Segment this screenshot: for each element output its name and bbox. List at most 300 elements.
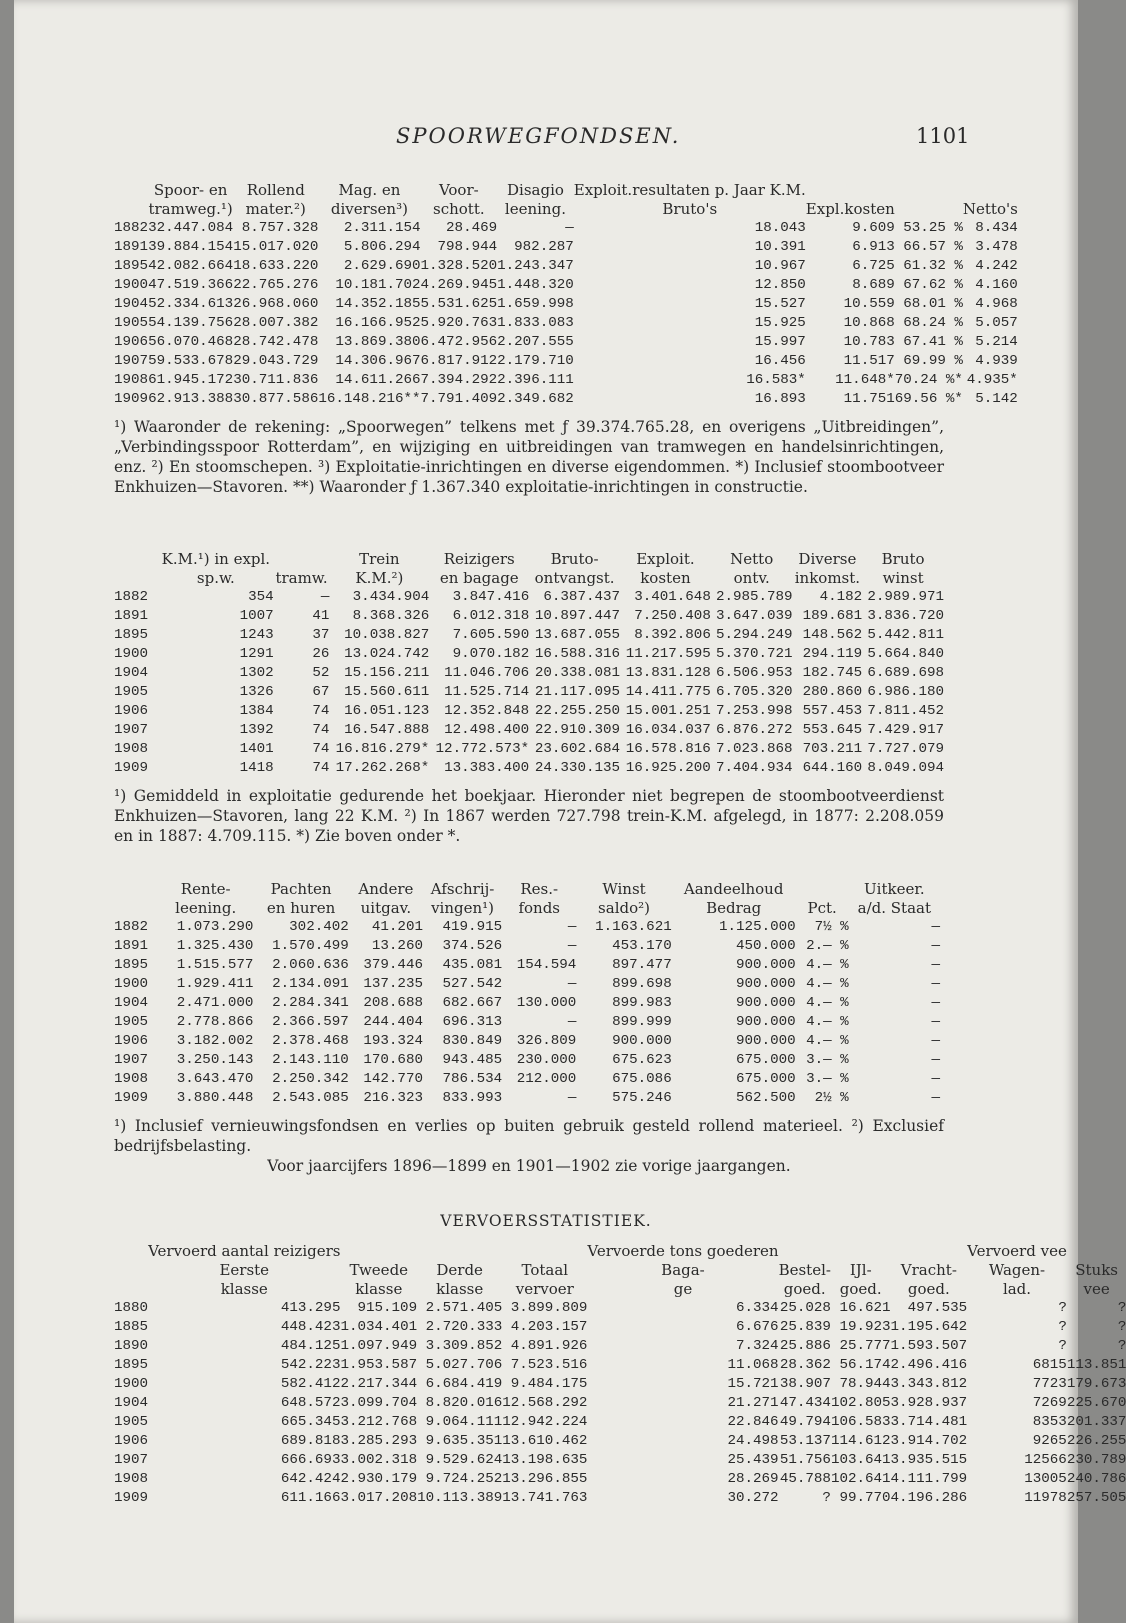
table-cell: 497.535	[907, 1300, 968, 1316]
table-cell: —	[931, 1033, 940, 1049]
header-row	[114, 569, 944, 588]
column-header	[274, 550, 330, 569]
row-year: 1882	[114, 220, 149, 236]
row-year: 1907	[114, 353, 149, 369]
table-cell: 542.223	[280, 1357, 341, 1373]
row-year: 1882	[114, 919, 149, 935]
table-cell: 9.609	[852, 220, 895, 236]
row-year: 1906	[114, 1433, 149, 1449]
column-header: Vracht-	[900, 1261, 957, 1279]
table-cell: 7.791.409	[420, 391, 498, 407]
table-cell: 3.343.812	[890, 1376, 968, 1392]
column-header: Tweede	[349, 1261, 409, 1279]
column-header: Baga-	[661, 1261, 705, 1279]
table-row	[114, 956, 940, 975]
row-year: 1906	[114, 334, 149, 350]
table-cell: 413.295	[280, 1300, 341, 1316]
column-header: Rente-	[180, 880, 231, 898]
column-header	[114, 880, 158, 899]
table-cell: 62.913.388	[148, 391, 234, 407]
table-cell: 13.610.462	[502, 1433, 588, 1449]
table-cell: 9.635.351	[425, 1433, 503, 1449]
table-cell: 53.25 %	[903, 220, 963, 236]
table-cell: 5.664.840	[867, 646, 944, 662]
table-cell: 1.448.320	[497, 277, 574, 293]
header-row	[114, 550, 944, 569]
table-cell: 11.217.595	[625, 646, 711, 662]
table-cell: —	[931, 938, 940, 954]
table-row	[114, 371, 1018, 390]
table-cell: 56.070.468	[148, 334, 234, 350]
table-cell: 16.925.200	[625, 760, 711, 776]
table-row	[114, 759, 944, 778]
table-cell: 51.756	[779, 1452, 831, 1468]
table-cell: 66.57 %	[903, 239, 963, 255]
table-cell: 16.578.816	[625, 741, 711, 757]
table-cell: 3.899.809	[510, 1300, 588, 1316]
table-cell: 1401	[239, 741, 274, 757]
table-cell: 1.833.083	[497, 315, 574, 331]
table-cell: 15.925	[754, 315, 806, 331]
table-cell: 2.496.416	[890, 1357, 968, 1373]
table-cell: 102.805	[830, 1395, 891, 1411]
table-cell: 193.324	[363, 1033, 423, 1049]
table-cell: 1291	[239, 646, 274, 662]
column-header: K.M.¹) in expl.	[161, 550, 271, 568]
column-header	[114, 181, 148, 200]
header-row	[114, 1261, 1126, 1280]
table-cell: 1384	[239, 703, 274, 719]
table-cell: 3.212.768	[340, 1414, 418, 1430]
table-cell: 23.602.684	[534, 741, 621, 757]
column-header: Disagio	[507, 181, 564, 199]
table-cell: 16.893	[754, 391, 806, 407]
table-cell: 900.000	[736, 957, 796, 973]
row-year: 1905	[114, 315, 149, 331]
table-cell: —	[931, 976, 940, 992]
table-cell: 1.328.520	[420, 258, 498, 274]
table-cell: 70.24 %*	[894, 372, 963, 388]
table-cell: 114.612	[830, 1433, 891, 1449]
table-row	[114, 645, 944, 664]
table-cell: 10.038.827	[344, 627, 430, 643]
column-header: Voor-	[438, 181, 479, 199]
row-year: 1907	[114, 1452, 149, 1468]
table-cell: 3.928.937	[890, 1395, 968, 1411]
column-header: inkomst.	[794, 569, 861, 587]
column-header	[1067, 1242, 1126, 1261]
column-header: tramweg.¹)	[148, 200, 233, 218]
row-year: 1891	[114, 608, 149, 624]
table-cell: 13005	[1024, 1471, 1067, 1487]
table-cell: 302.402	[289, 919, 349, 935]
table-cell: 12.772.573*	[435, 741, 530, 757]
row-year: 1908	[114, 1471, 149, 1487]
table-cell: 11.751	[843, 391, 895, 407]
column-header: Diverse	[798, 550, 857, 568]
table-cell: 582.412	[280, 1376, 341, 1392]
column-header: vingen¹)	[431, 899, 495, 917]
table-cell: 6.689.698	[867, 665, 944, 681]
column-header: Rollend	[246, 181, 305, 199]
table-cell: 30.877.586	[233, 391, 319, 407]
header-row	[114, 880, 940, 899]
row-year: 1908	[114, 372, 149, 388]
column-header: Afschrij-	[430, 880, 495, 898]
table-cell: 435.081	[442, 957, 503, 973]
column-header: Vervoerd vee	[967, 1242, 1067, 1260]
column-header	[831, 1242, 891, 1261]
column-header	[779, 1242, 831, 1261]
table-cell: 2.— %	[806, 938, 849, 954]
table-cell: 1.325.430	[176, 938, 254, 954]
column-header: en huren	[266, 899, 336, 917]
row-year: 1891	[114, 938, 149, 954]
table-cell: 74	[312, 703, 330, 719]
row-year: 1895	[114, 627, 149, 643]
table-cell: 3.285.293	[340, 1433, 418, 1449]
table-cell: 2.250.342	[272, 1071, 349, 1087]
table-cell: 24.330.135	[534, 760, 621, 776]
footnote-3b: Voor jaarcijfers 1896—1899 en 1901—1902 zie vorige jaargangen.	[267, 1157, 791, 1175]
column-header: lad.	[1002, 1280, 1032, 1298]
table-cell: 7.811.452	[867, 703, 944, 719]
table-cell: 170.680	[363, 1052, 423, 1068]
column-header: Stuks	[1075, 1261, 1119, 1279]
table-row	[114, 975, 940, 994]
row-year: 1891	[114, 239, 149, 255]
column-header: Res.-	[520, 880, 559, 898]
column-header: sp.w.	[196, 569, 235, 587]
table-cell: 448.423	[280, 1319, 341, 1335]
table-cell: 230.000	[516, 1052, 577, 1068]
row-year: 1890	[114, 1338, 149, 1354]
table-cell: 47.519.366	[148, 277, 234, 293]
table-cell: 2.571.405	[425, 1300, 503, 1316]
column-header: ge	[673, 1280, 693, 1298]
table-row	[114, 918, 940, 937]
table-cell: 1418	[239, 760, 274, 776]
table-cell: 240.786	[1066, 1471, 1126, 1487]
table-cell: 244.404	[363, 1014, 423, 1030]
table-cell: 4.— %	[806, 1033, 849, 1049]
note-table2	[114, 786, 944, 846]
table-cell: 4.891.926	[510, 1338, 588, 1354]
header-row	[114, 181, 1018, 200]
table-cell: 900.000	[736, 995, 796, 1011]
table-cell: 67	[312, 684, 330, 700]
table-cell: 10.391	[754, 239, 806, 255]
table-cell: 682.667	[442, 995, 503, 1011]
column-header: fonds	[518, 899, 560, 917]
table-cell: 2.366.597	[272, 1014, 349, 1030]
column-header: Bedrag	[706, 899, 762, 917]
running-title: SPOORWEGFONDSEN.	[396, 124, 681, 148]
table-cell: 7.023.868	[715, 741, 793, 757]
table-cell: 16.583*	[746, 372, 806, 388]
table-row	[114, 1451, 1126, 1470]
table-cell: —	[565, 220, 574, 236]
table-cell: 8.049.094	[867, 760, 944, 776]
column-header: Spoor- en	[153, 181, 228, 199]
table-cell: ?	[822, 1490, 831, 1506]
table-cell: 2.349.682	[497, 391, 574, 407]
row-year: 1880	[114, 1300, 149, 1316]
table-cell: 11.648*	[835, 372, 895, 388]
table-cell: 675.623	[612, 1052, 672, 1068]
table-cell: 553.645	[802, 722, 863, 738]
table-row	[114, 333, 1018, 352]
table-cell: 611.166	[280, 1490, 341, 1506]
table-cell: 61.945.172	[148, 372, 234, 388]
table-cell: 644.160	[802, 760, 863, 776]
table-cell: 2.543.085	[272, 1090, 349, 1106]
table-cell: 11978	[1024, 1490, 1067, 1506]
table-row	[114, 257, 1018, 276]
row-year: 1909	[114, 391, 149, 407]
column-header	[963, 181, 1018, 200]
table-cell: 4.269.945	[420, 277, 498, 293]
table-cell: 25.886	[779, 1338, 831, 1354]
table-cell: 10.868	[843, 315, 895, 331]
table-cell: 982.287	[514, 239, 574, 255]
row-year: 1900	[114, 976, 149, 992]
table-cell: 943.485	[442, 1052, 503, 1068]
table-cell: 137.235	[363, 976, 423, 992]
table-cell: —	[931, 1090, 940, 1106]
table-cell: 1.243.347	[497, 258, 574, 274]
table-cell: 106.583	[830, 1414, 891, 1430]
row-year: 1904	[114, 665, 149, 681]
table-cell: 25.839	[779, 1319, 831, 1335]
table-cell: 11.517	[843, 353, 895, 369]
table-cell: 2.989.971	[867, 589, 944, 605]
column-header: klasse	[220, 1280, 268, 1298]
table-cell: 12.850	[754, 277, 806, 293]
table-cell: 39.884.154	[148, 239, 234, 255]
table-cell: 5.057	[975, 315, 1018, 331]
column-header: Bruto's	[662, 200, 718, 218]
table-cell: 16.456	[754, 353, 806, 369]
table-cell: 2.207.555	[497, 334, 574, 350]
table-cell: 696.313	[442, 1014, 503, 1030]
table-cell: 16.051.123	[344, 703, 430, 719]
table-cell: 648.572	[280, 1395, 341, 1411]
table-cell: 19.923	[839, 1319, 891, 1335]
column-header: Reizigers	[443, 550, 515, 568]
table-cell: 900.000	[736, 976, 796, 992]
row-year: 1909	[114, 760, 149, 776]
column-header: Vervoerd aantal reizigers	[148, 1242, 341, 1260]
table-cell: 22.846	[727, 1414, 779, 1430]
table-cell: 1007	[239, 608, 274, 624]
table-cell: 2.179.710	[497, 353, 574, 369]
table-cell: 4.939	[975, 353, 1018, 369]
table-cell: —	[931, 957, 940, 973]
table-cell: 453.170	[612, 938, 672, 954]
table-cell: 13.687.055	[534, 627, 621, 643]
table-cell: 665.345	[280, 1414, 341, 1430]
table-cell: 53.137	[779, 1433, 831, 1449]
column-header: Netto	[730, 550, 774, 568]
table-cell: 575.246	[612, 1090, 672, 1106]
table-cell: —	[320, 589, 330, 605]
column-header: vee	[1083, 1280, 1110, 1298]
table-cell: 1.929.411	[176, 976, 254, 992]
table-cell: 9.484.175	[510, 1376, 588, 1392]
table-cell: 3.250.143	[176, 1052, 254, 1068]
column-header: goed.	[783, 1280, 826, 1298]
table-cell: ?	[1117, 1338, 1126, 1354]
table-cell: 900.000	[612, 1033, 672, 1049]
table-cell: 25.439	[727, 1452, 779, 1468]
section-title: VERVOERSSTATISTIEK.	[440, 1212, 652, 1230]
column-header: Pachten	[270, 880, 332, 898]
table-cell: 230.789	[1066, 1452, 1126, 1468]
table-cell: 22.910.309	[534, 722, 621, 738]
column-header	[895, 200, 963, 219]
table-cell: 4.203.157	[510, 1319, 588, 1335]
table-cell: 16.547.888	[344, 722, 430, 738]
table-row	[114, 314, 1018, 333]
table-cell: 67.41 %	[903, 334, 963, 350]
page-number: 1101	[916, 124, 970, 148]
table-row	[114, 1394, 1126, 1413]
table-cell: 16.148.216**	[318, 391, 421, 407]
column-header: leening.	[175, 899, 237, 917]
table-cell: 16.034.037	[625, 722, 711, 738]
table-cell: 900.000	[736, 1014, 796, 1030]
table-cell: 201.337	[1066, 1414, 1126, 1430]
row-year: 1908	[114, 1071, 149, 1087]
row-year: 1895	[114, 957, 149, 973]
row-year: 1904	[114, 995, 149, 1011]
table-cell: 5.806.294	[343, 239, 421, 255]
column-header: schott.	[433, 200, 485, 218]
table-cell: 379.446	[363, 957, 423, 973]
table-cell: 257.505	[1066, 1490, 1126, 1506]
table-cell: 2.985.789	[715, 589, 793, 605]
table-cell: 29.043.729	[233, 353, 319, 369]
table-cell: 21.271	[727, 1395, 779, 1411]
table-cell: ?	[1058, 1319, 1067, 1335]
column-header: diversen³)	[330, 200, 408, 218]
table-cell: 56.174	[839, 1357, 891, 1373]
table-cell: 642.424	[280, 1471, 341, 1487]
header-row	[114, 899, 940, 918]
column-header: Uitkeer.	[864, 880, 925, 898]
table-cell: 1.195.642	[890, 1319, 968, 1335]
table-cell: 527.542	[442, 976, 503, 992]
table-cell: 7.324	[735, 1338, 779, 1354]
row-year: 1900	[114, 646, 149, 662]
column-header: mater.²)	[245, 200, 306, 218]
table-cell: 10.181.702	[335, 277, 421, 293]
table-exploitatie	[114, 550, 944, 778]
table-cell: 2.629.690	[343, 258, 421, 274]
table-cell: 11.046.706	[444, 665, 530, 681]
table-row	[114, 295, 1018, 314]
row-year: 1907	[114, 1052, 149, 1068]
table-cell: 562.500	[736, 1090, 796, 1106]
table-cell: 14.411.775	[625, 684, 711, 700]
table-cell: 99.770	[839, 1490, 891, 1506]
table-vervoer	[114, 1242, 1126, 1508]
table-cell: 1.034.401	[340, 1319, 418, 1335]
table-cell: 154.594	[516, 957, 577, 973]
table-cell: 4.182	[819, 589, 863, 605]
column-header: ontvangst.	[534, 569, 615, 587]
table-cell: 15.527	[754, 296, 806, 312]
table-cell: 2.311.154	[343, 220, 421, 236]
column-header: winst	[882, 569, 924, 587]
table-cell: 5.294.249	[715, 627, 793, 643]
table-cell: 67.62 %	[903, 277, 963, 293]
table-cell: 3.880.448	[176, 1090, 254, 1106]
table-cell: 14.611.266	[335, 372, 421, 388]
table-cell: 1243	[239, 627, 274, 643]
table-cell: 20.338.081	[534, 665, 621, 681]
table-cell: 68.24 %	[903, 315, 963, 331]
table-cell: 49.794	[779, 1414, 831, 1430]
table-cell: 3.434.904	[352, 589, 430, 605]
table-cell: 5.920.763	[420, 315, 498, 331]
table-row	[114, 276, 1018, 295]
table-cell: 13.198.635	[502, 1452, 588, 1468]
table-cell: 3.647.039	[715, 608, 793, 624]
table-cell: 3.847.416	[452, 589, 530, 605]
table-cell: 915.109	[357, 1300, 418, 1316]
table-cell: 2.217.344	[340, 1376, 418, 1392]
table-cell: 61.32 %	[903, 258, 963, 274]
table-cell: 28.269	[727, 1471, 779, 1487]
table-cell: 18.043	[754, 220, 806, 236]
table-cell: 6.012.318	[452, 608, 530, 624]
row-year: 1909	[114, 1090, 149, 1106]
table-cell: 3.643.470	[176, 1071, 254, 1087]
table-cell: 15.560.611	[344, 684, 430, 700]
table-cell: 1.953.587	[340, 1357, 418, 1373]
column-header: Exploit.resultaten p. Jaar K.M.	[573, 181, 806, 199]
table-cell: 3.309.852	[425, 1338, 503, 1354]
table-cell: 69.56 %*	[894, 391, 963, 407]
table-row	[114, 607, 944, 626]
table-cell: 226.255	[1066, 1433, 1126, 1449]
table-cell: 15.156.211	[344, 665, 430, 681]
table-cell: 786.534	[442, 1071, 503, 1087]
table-cell: 3.914.702	[890, 1433, 968, 1449]
table-cell: 37	[312, 627, 330, 643]
column-header: klasse	[436, 1280, 484, 1298]
table-cell: 3.182.002	[176, 1033, 254, 1049]
table-cell: 26.968.060	[233, 296, 319, 312]
column-header: Pct.	[807, 899, 837, 917]
table-cell: 225.670	[1066, 1395, 1126, 1411]
table-cell: 42.082.664	[148, 258, 234, 274]
table-cell: 2.060.636	[272, 957, 349, 973]
table-cell: 13.024.742	[344, 646, 430, 662]
table-cell: 17.262.268*	[335, 760, 430, 776]
column-header: Bruto	[881, 550, 925, 568]
table-cell: 113.851	[1066, 1357, 1126, 1373]
column-header	[114, 899, 158, 918]
table-cell: 3.017.208	[340, 1490, 418, 1506]
table-cell: 666.693	[280, 1452, 341, 1468]
row-year: 1905	[114, 684, 149, 700]
table-cell: 2½ %	[814, 1090, 849, 1106]
table-row	[114, 1070, 940, 1089]
note-table1	[114, 417, 944, 497]
